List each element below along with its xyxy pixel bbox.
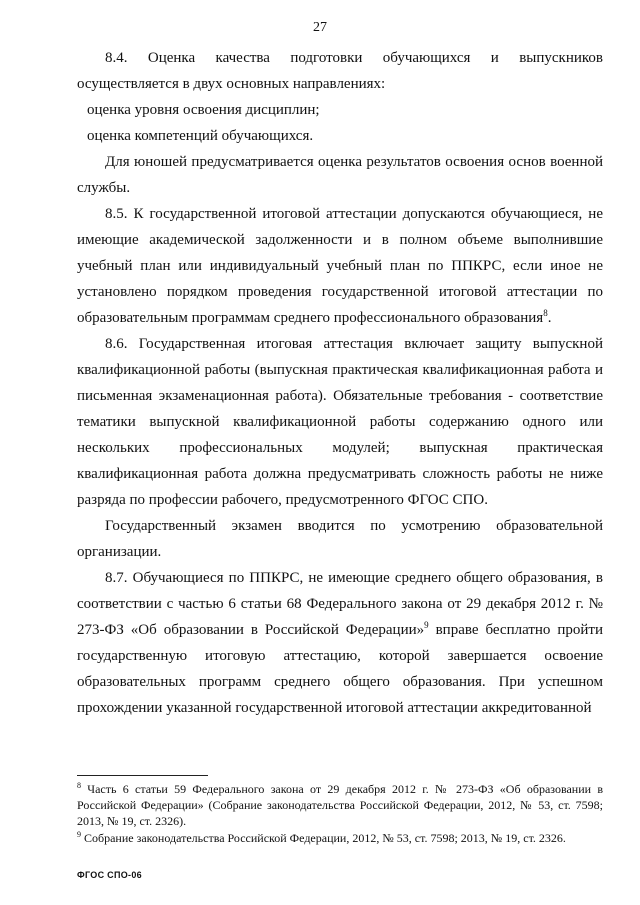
page-number: 27 xyxy=(313,20,327,35)
paragraph-state-exam: Государственный экзамен вводится по усмотрению образовательной организации. xyxy=(77,518,603,560)
paragraph-8-4: 8.4. Оценка качества подготовки обучающихся и выпускников осуществляется в двух основных направлениях: xyxy=(77,50,603,92)
paragraph-8-5-end: . xyxy=(547,310,552,326)
paragraph-8-7 xyxy=(77,565,603,721)
footnote-9 xyxy=(77,830,603,846)
footnote-8 xyxy=(77,781,603,829)
paragraph-8-6: 8.6. Государственная итоговая аттестация включает защиту выпускной квалификационной работы (выпускная практическая квалификационная работа и письменная экзаменационная работа). Обязательные требования - соответствие тематики выпускной квалификационной работы содержанию одного или нескольких профессиональных модулей; выпускная практическая квалификационная работа должна предусматривать сложность работы не ниже разряда по профессии рабочего, предусмотренного ФГОС СПО. xyxy=(77,336,603,508)
paragraph-8-5-text: 8.5. К государственной итоговой аттестации допускаются обучающиеся, не имеющие академической задолженности и в полном объеме выполнившие учебный план или индивидуальный учебный план по ППКРС, если иное не установлено порядком проведения государственной итоговой аттестации по образовательным программам среднего профессионального образования xyxy=(77,206,603,326)
footnote-8-text: Часть 6 статьи 59 Федерального закона от 29 декабря 2012 г. № 273-ФЗ «Об образовании в Российской Федерации» (Собрание законодательства Российской Федерации, 2012, № 53, ст. 7598; 2013, № 19, ст. 2326). xyxy=(77,782,603,828)
main-text xyxy=(77,45,603,721)
footnote-divider xyxy=(77,775,208,776)
footnote-9-number: 9 xyxy=(77,830,81,839)
footnote-8-number: 8 xyxy=(77,781,81,790)
paragraph-8-7-continuation: вправе бесплатно пройти государственную итоговую аттестацию, которой завершается освоение образовательных программ среднего общего образования. При успешном прохождении указанной государственной итоговой аттестации аккредитованной xyxy=(77,622,604,716)
footnote-ref-8: 8 xyxy=(543,308,548,318)
footnote-ref-9: 9 xyxy=(424,620,429,630)
footnote-9-text: Собрание законодательства Российской Федерации, 2012, № 53, ст. 7598; 2013, № 19, ст. 2326. xyxy=(81,831,566,845)
list-item-competencies: оценка компетенций обучающихся. xyxy=(87,128,314,144)
footnotes xyxy=(77,781,603,847)
paragraph-military-service: Для юношей предусматривается оценка результатов освоения основ военной службы. xyxy=(77,154,603,196)
paragraph-8-5 xyxy=(77,201,603,331)
list-item-disciplines: оценка уровня освоения дисциплин; xyxy=(87,102,320,118)
document-code: ФГОС СПО-06 xyxy=(77,870,142,880)
paragraph-8-7-text: 8.7. Обучающиеся по ППКРС, не имеющие среднего общего образования, в соответствии с частью 6 статьи 68 Федерального закона от 29 декабря 2012 г. № 273-ФЗ «Об образовании в Российской Федерации» xyxy=(77,570,603,638)
